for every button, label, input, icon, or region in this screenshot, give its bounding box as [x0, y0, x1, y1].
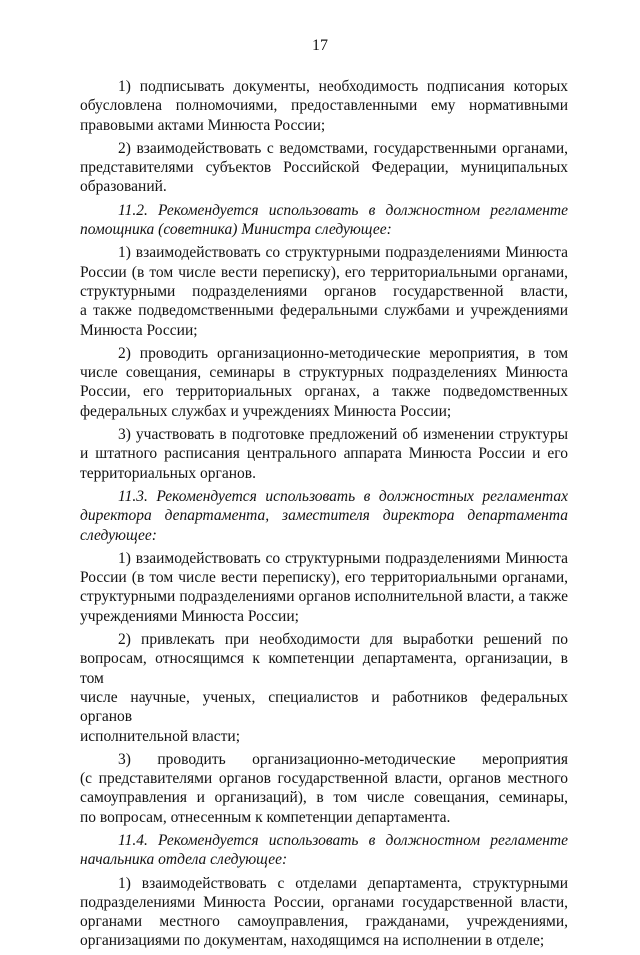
- text-line: обусловлена полномочиями, предоставленными ему нормативными: [80, 97, 568, 115]
- text-line: федеральных службах и учреждениях Минюста России;: [80, 402, 452, 420]
- section-heading: [80, 831, 568, 870]
- text-line: (с представителями органов государственной власти, органов местного: [80, 770, 568, 788]
- text-line: 3) проводить организационно-методические мероприятия: [118, 750, 568, 768]
- text-line: по вопросам, отнесенным к компетенции департамента.: [80, 808, 451, 826]
- text-line: числе совещания, семинары в структурных подразделениях Минюста: [80, 364, 568, 382]
- text-line: подразделениями Минюста России, органами государственной власти,: [80, 893, 568, 911]
- text-line: учреждениями Минюста России;: [80, 607, 299, 625]
- document-body: [80, 77, 568, 955]
- text-line: России (в том числе вести переписку), его территориальными органами,: [80, 263, 568, 281]
- text-line: 1) взаимодействовать со структурными подразделениями Минюста: [118, 244, 568, 262]
- text-line: и штатного расписания центрального аппарата Минюста России и его: [80, 445, 568, 463]
- text-line: а также подведомственными федеральными службами и учреждениями: [80, 302, 568, 320]
- text-line: исполнительной власти;: [80, 727, 240, 745]
- text-line: организациями по документам, находящимся на исполнении в отделе;: [80, 932, 545, 950]
- text-line: правовыми актами Минюста России;: [80, 116, 326, 134]
- text-line: помощника (советника) Министра следующее:: [80, 221, 392, 239]
- paragraph: [80, 630, 568, 746]
- text-line: 2) проводить организационно-методические мероприятия, в том: [118, 344, 568, 362]
- text-line: вопросам, относящимся к компетенции департамента, организации, в том: [80, 650, 568, 687]
- text-line: структурными подразделениями органов государственной власти,: [80, 282, 568, 300]
- page-number: 17: [312, 37, 328, 54]
- text-line: 1) взаимодействовать со структурными подразделениями Минюста: [118, 549, 568, 567]
- paragraph: [80, 549, 568, 626]
- text-line: следующее:: [80, 526, 157, 544]
- text-line: 11.3. Рекомендуется использовать в должностных регламентах: [118, 487, 568, 505]
- text-line: 1) взаимодействовать с отделами департамента, структурными: [118, 874, 568, 892]
- paragraph: [80, 344, 568, 421]
- text-line: Минюста России;: [80, 321, 198, 339]
- text-line: структурными подразделениями органов исполнительной власти, а также: [80, 588, 568, 606]
- text-line: самоуправления и организаций), в том числе совещания, семинары,: [80, 789, 568, 807]
- text-line: начальника отдела следующее:: [80, 851, 288, 869]
- paragraph: [80, 425, 568, 483]
- paragraph: [80, 77, 568, 135]
- text-line: России (в том числе вести переписку), его территориальными органами,: [80, 569, 568, 587]
- text-line: 11.2. Рекомендуется использовать в должностном регламенте: [118, 201, 568, 219]
- text-line: органами местного самоуправления, гражданами, учреждениями,: [80, 913, 568, 931]
- text-line: 2) взаимодействовать с ведомствами, государственными органами,: [118, 139, 568, 157]
- text-line: образований.: [80, 178, 167, 196]
- section-heading: [80, 487, 568, 545]
- text-line: территориальных органов.: [80, 464, 256, 482]
- paragraph: [80, 750, 568, 827]
- text-line: 2) привлекать при необходимости для выработки решений по: [118, 631, 568, 649]
- text-line: России, его территориальных органах, а также подведомственных: [80, 383, 568, 401]
- paragraph: [80, 139, 568, 197]
- paragraph: [80, 243, 568, 339]
- text-line: представителями субъектов Российской Федерации, муниципальных: [80, 159, 568, 177]
- text-line: 11.4. Рекомендуется использовать в должностном регламенте: [118, 831, 568, 849]
- text-line: числе научные, ученых, специалистов и работников федеральных органов: [80, 688, 568, 726]
- text-line: директора департамента, заместителя директора департамента: [80, 507, 568, 525]
- text-line: 3) участвовать в подготовке предложений об изменении структуры: [118, 426, 568, 444]
- paragraph: [80, 874, 568, 951]
- text-line: 1) подписывать документы, необходимость подписания которых: [118, 78, 568, 95]
- section-heading: [80, 201, 568, 240]
